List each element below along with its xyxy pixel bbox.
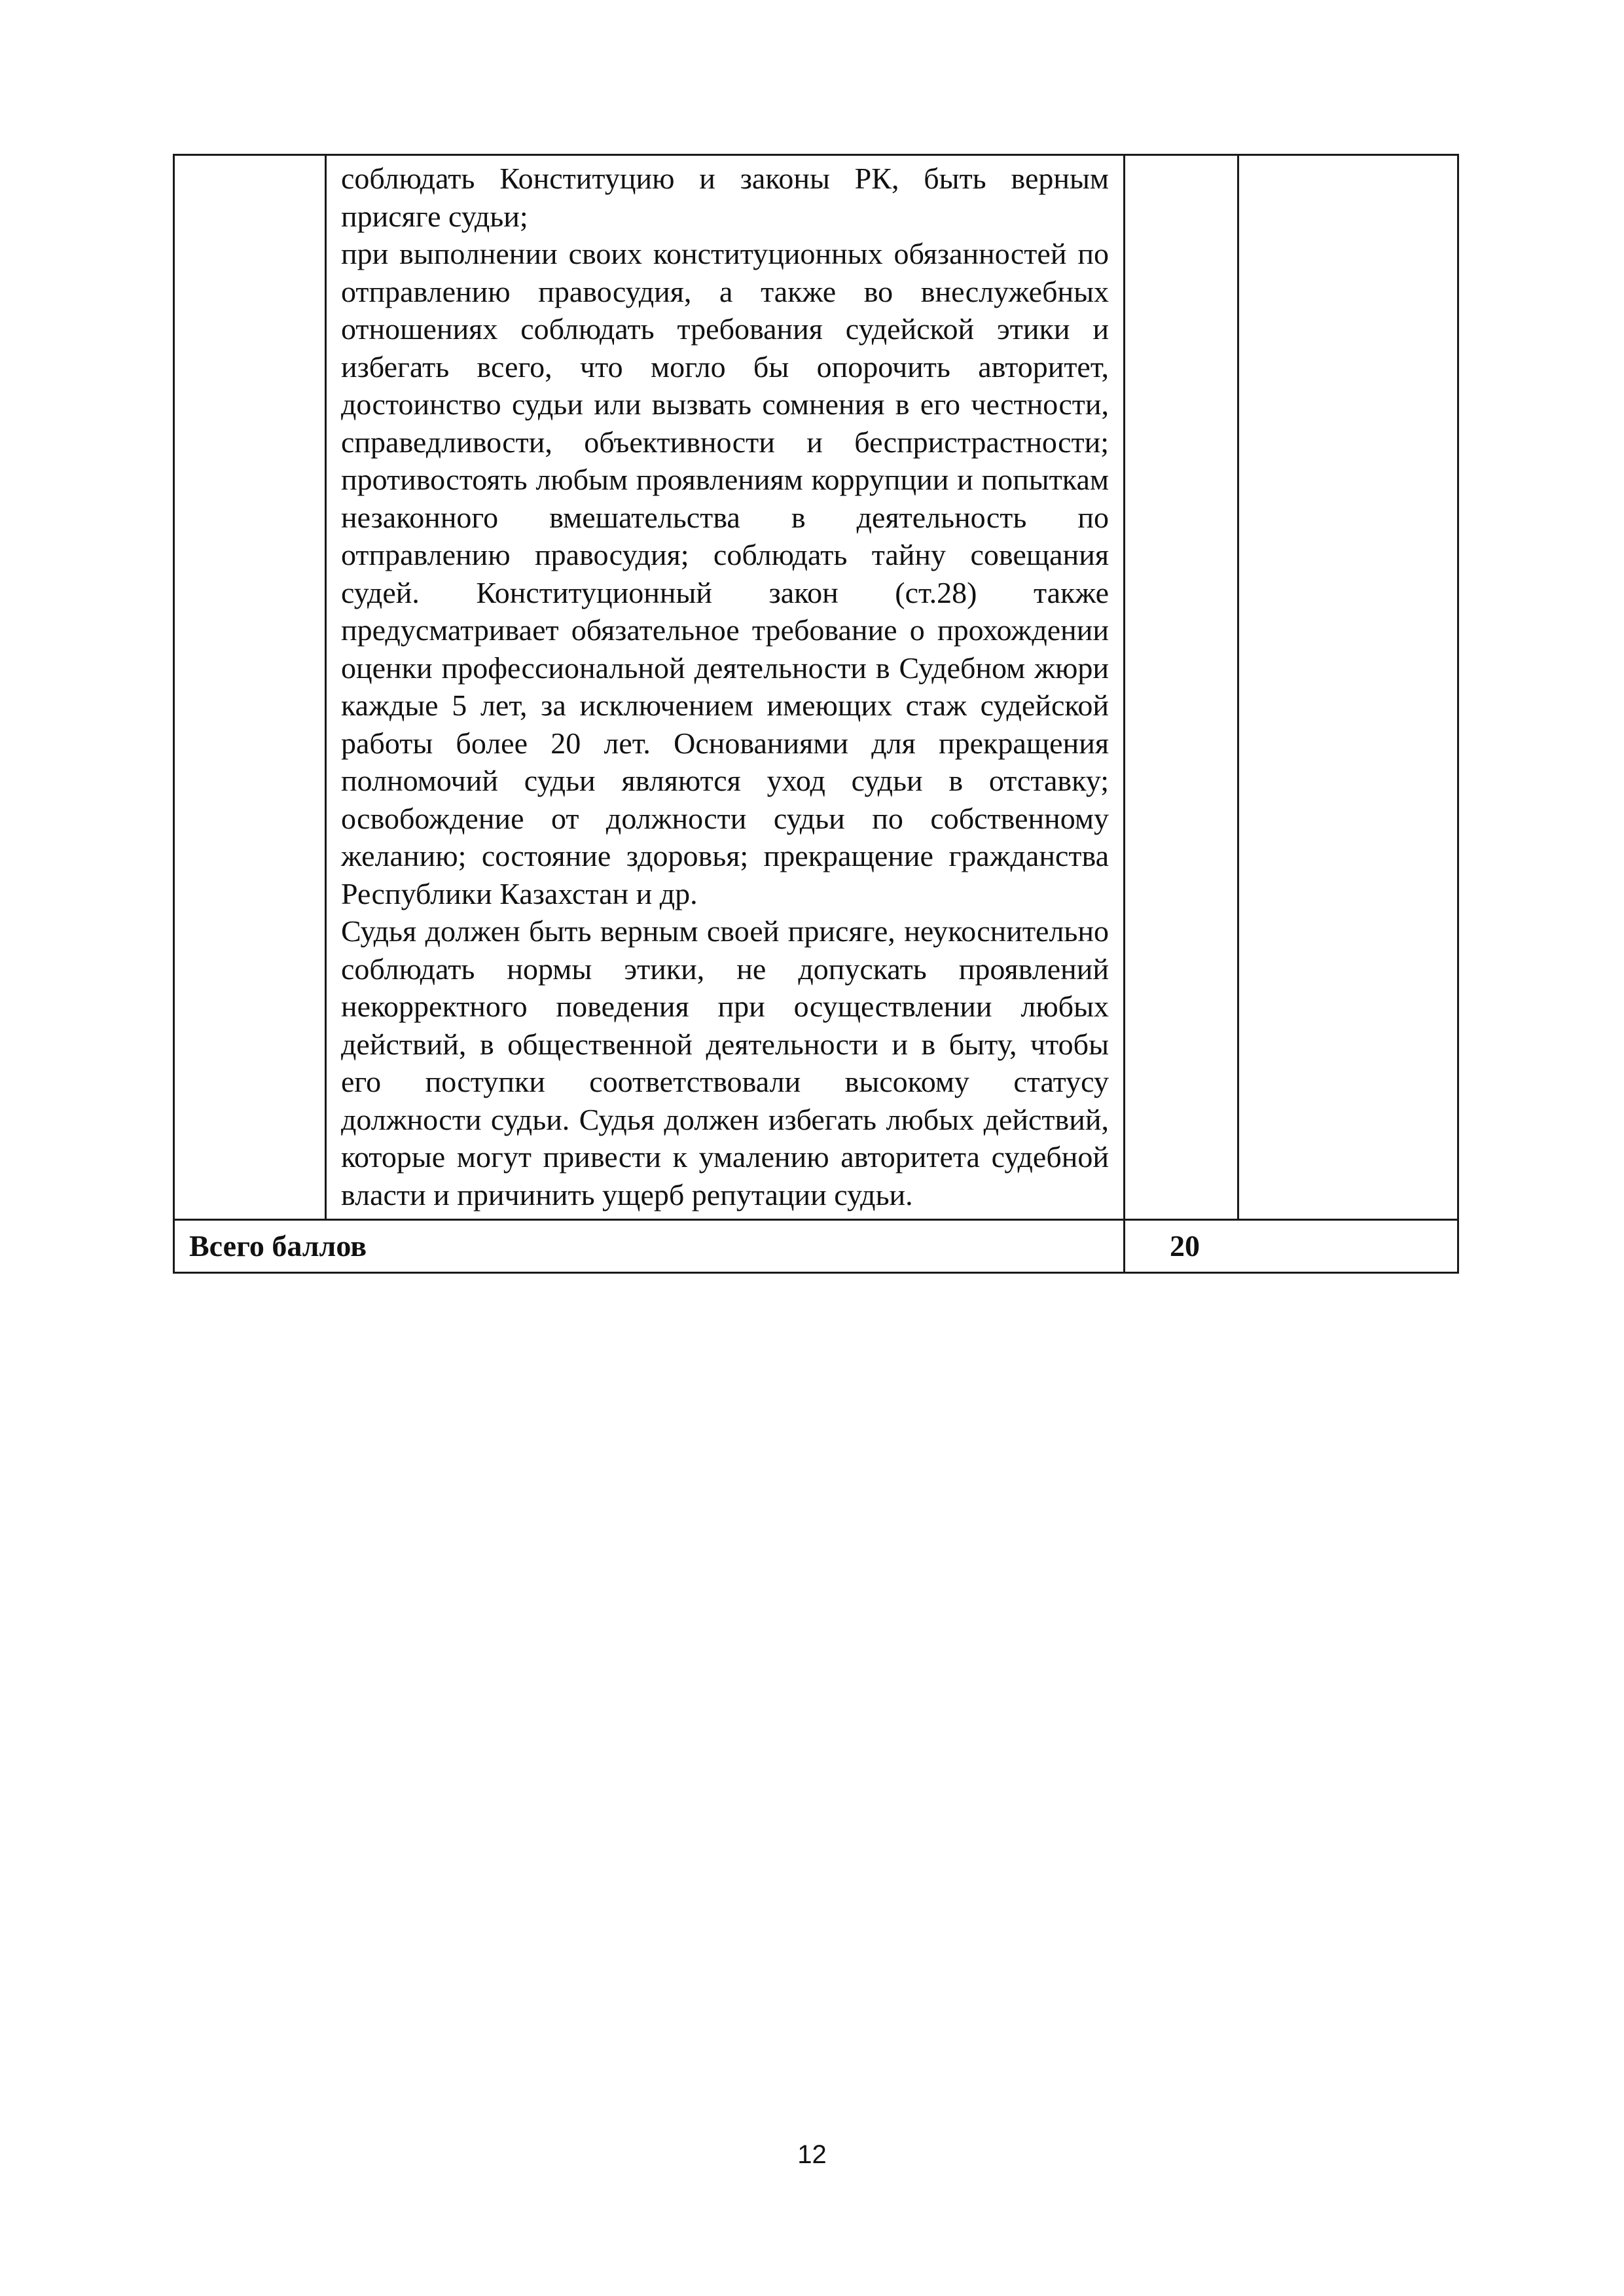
assessment-table [173,154,1459,1274]
table-row [174,155,1458,1220]
total-value: 20 [1125,1220,1458,1273]
total-label: Всего баллов [174,1220,1125,1273]
page-number: 12 [797,2140,827,2169]
total-row [174,1220,1458,1273]
content-paragraph-3: Судья должен быть верным своей присяге, неукоснительно соблюдать нормы этики, не допускать проявлений некорректного поведения при осуществлении любых действий, в общественной деятельности и в быту, чтобы его поступки соответствовали высокому статусу должности судьи. Судья должен избегать любых действий, которые могут привести к умалению авторитета судебной власти и причинить ущерб репутации судьи. [341,914,1109,1211]
table-cell-content [326,155,1125,1220]
table-cell-note [1238,155,1458,1220]
table-cell-score [1125,155,1238,1220]
content-paragraph-1: соблюдать Конституцию и законы РК, быть верным присяге судьи; [341,162,1109,233]
content-paragraph-2: при выполнении своих конституционных обязанностей по отправлению правосудия, а также во внеслужебных отношениях соблюдать требования судейской этики и избегать всего, что могло бы опорочить авторитет, достоинство судьи или вызвать сомнения в его честности, справедливости, объективности и беспристрастности; противостоять любым проявлениям коррупции и попыткам незаконного вмешательства в деятельность по отправлению правосудия; соблюдать тайну совещания судей. Конституционный закон (ст.28) также предусматривает обязательное требование о прохождении оценки профессиональной деятельности в Судебном жюри каждые 5 лет, за исключением имеющих стаж судейской работы более 20 лет. Основаниями для прекращения полномочий судьи являются уход судьи в отставку; освобождение от должности судьи по собственному желанию; состояние здоровья; прекращение гражданства Республики Казахстан и др. [341,237,1109,910]
table-cell-number [174,155,326,1220]
